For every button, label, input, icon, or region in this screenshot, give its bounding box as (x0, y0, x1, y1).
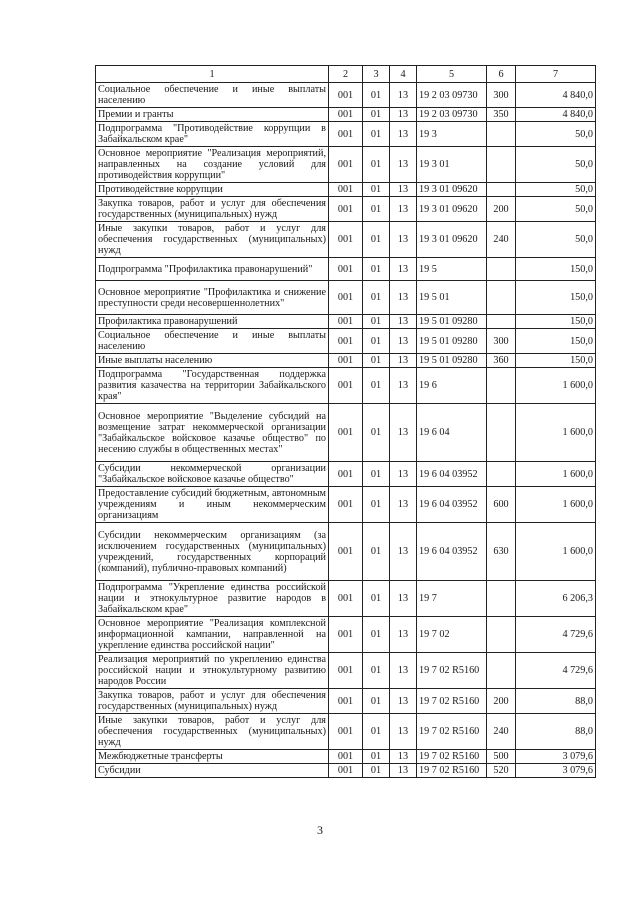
row-target-code-cell: 19 5 (417, 258, 487, 281)
row-admin-code-cell: 001 (329, 617, 363, 653)
row-name-cell: Основное мероприятие "Реализация комплексной информационной кампании, направленной на укрепление единства российской нации" (96, 617, 329, 653)
row-admin-code-cell: 001 (329, 653, 363, 689)
row-name-cell: Закупка товаров, работ и услуг для обеспечения государственных (муниципальных) нужд (96, 197, 329, 222)
header-cell: 7 (516, 66, 596, 83)
row-name-cell: Предоставление субсидий бюджетным, автономным учреждениям и иным некоммерческим организациям (96, 487, 329, 523)
budget-table (95, 65, 596, 778)
row-amount-cell: 150,0 (516, 281, 596, 315)
row-target-code-cell: 19 7 02 R5160 (417, 750, 487, 764)
row-amount-cell: 88,0 (516, 689, 596, 714)
row-admin-code-cell: 001 (329, 83, 363, 108)
row-subsection-cell: 13 (390, 368, 417, 404)
row-subsection-cell: 13 (390, 404, 417, 462)
row-subsection-cell: 13 (390, 354, 417, 368)
row-amount-cell: 150,0 (516, 258, 596, 281)
row-amount-cell: 3 079,6 (516, 764, 596, 778)
header-cell: 1 (96, 66, 329, 83)
row-target-code-cell: 19 6 04 03952 (417, 487, 487, 523)
row-subsection-cell: 13 (390, 183, 417, 197)
row-amount-cell: 50,0 (516, 197, 596, 222)
row-expense-type-cell (487, 462, 516, 487)
row-expense-type-cell: 350 (487, 108, 516, 122)
row-section-cell: 01 (363, 689, 390, 714)
row-subsection-cell: 13 (390, 750, 417, 764)
row-name-cell: Иные закупки товаров, работ и услуг для обеспечения государственных (муниципальных) нужд (96, 222, 329, 258)
table-row (96, 764, 596, 778)
row-expense-type-cell (487, 368, 516, 404)
row-admin-code-cell: 001 (329, 462, 363, 487)
row-section-cell: 01 (363, 108, 390, 122)
table-row (96, 462, 596, 487)
table-row (96, 354, 596, 368)
row-section-cell: 01 (363, 329, 390, 354)
row-expense-type-cell: 500 (487, 750, 516, 764)
row-admin-code-cell: 001 (329, 281, 363, 315)
row-name-cell: Основное мероприятие "Профилактика и снижение преступности среди несовершеннолетних" (96, 281, 329, 315)
row-amount-cell: 1 600,0 (516, 462, 596, 487)
row-name-cell: Основное мероприятие "Реализация мероприятий, направленных на создание условий для противодействия коррупции" (96, 147, 329, 183)
row-section-cell: 01 (363, 281, 390, 315)
row-name-cell: Подпрограмма "Укрепление единства российской нации и этнокультурное развитие народов в Забайкальском крае" (96, 581, 329, 617)
row-amount-cell: 4 840,0 (516, 108, 596, 122)
row-expense-type-cell (487, 122, 516, 147)
table-row (96, 147, 596, 183)
row-target-code-cell: 19 3 (417, 122, 487, 147)
row-section-cell: 01 (363, 197, 390, 222)
row-expense-type-cell (487, 281, 516, 315)
table-row (96, 281, 596, 315)
row-admin-code-cell: 001 (329, 183, 363, 197)
row-target-code-cell: 19 3 01 09620 (417, 183, 487, 197)
row-section-cell: 01 (363, 183, 390, 197)
header-cell: 2 (329, 66, 363, 83)
header-cell: 5 (417, 66, 487, 83)
row-expense-type-cell: 240 (487, 714, 516, 750)
table-row (96, 368, 596, 404)
row-expense-type-cell: 240 (487, 222, 516, 258)
row-name-cell: Основное мероприятие "Выделение субсидий на возмещение затрат некоммерческой организации "Забайкальское войсковое казачье общество" по несению службы в общественных местах" (96, 404, 329, 462)
row-target-code-cell: 19 6 04 03952 (417, 462, 487, 487)
row-amount-cell: 50,0 (516, 183, 596, 197)
table-row (96, 258, 596, 281)
row-subsection-cell: 13 (390, 462, 417, 487)
row-target-code-cell: 19 7 (417, 581, 487, 617)
table-row (96, 523, 596, 581)
row-target-code-cell: 19 5 01 (417, 281, 487, 315)
row-amount-cell: 1 600,0 (516, 487, 596, 523)
row-expense-type-cell: 200 (487, 197, 516, 222)
row-admin-code-cell: 001 (329, 315, 363, 329)
row-section-cell: 01 (363, 147, 390, 183)
row-name-cell: Субсидии некоммерческим организациям (за исключением государственных (муниципальных) учреждений, государственных корпораций (компаний), публично-правовых компаний) (96, 523, 329, 581)
row-admin-code-cell: 001 (329, 122, 363, 147)
row-admin-code-cell: 001 (329, 523, 363, 581)
table-row (96, 617, 596, 653)
row-expense-type-cell (487, 653, 516, 689)
row-expense-type-cell: 300 (487, 329, 516, 354)
row-section-cell: 01 (363, 523, 390, 581)
row-subsection-cell: 13 (390, 714, 417, 750)
row-target-code-cell: 19 7 02 R5160 (417, 653, 487, 689)
row-expense-type-cell: 630 (487, 523, 516, 581)
row-expense-type-cell (487, 404, 516, 462)
row-admin-code-cell: 001 (329, 750, 363, 764)
row-expense-type-cell: 360 (487, 354, 516, 368)
table-row (96, 404, 596, 462)
row-admin-code-cell: 001 (329, 368, 363, 404)
table-row (96, 183, 596, 197)
row-name-cell: Межбюджетные трансферты (96, 750, 329, 764)
row-admin-code-cell: 001 (329, 147, 363, 183)
header-cell: 6 (487, 66, 516, 83)
row-admin-code-cell: 001 (329, 689, 363, 714)
row-amount-cell: 150,0 (516, 315, 596, 329)
row-expense-type-cell: 300 (487, 83, 516, 108)
row-section-cell: 01 (363, 653, 390, 689)
row-target-code-cell: 19 2 03 09730 (417, 108, 487, 122)
row-subsection-cell: 13 (390, 764, 417, 778)
row-amount-cell: 150,0 (516, 354, 596, 368)
table-row (96, 108, 596, 122)
row-amount-cell: 1 600,0 (516, 368, 596, 404)
row-subsection-cell: 13 (390, 197, 417, 222)
row-name-cell: Социальное обеспечение и иные выплаты населению (96, 83, 329, 108)
row-section-cell: 01 (363, 404, 390, 462)
row-target-code-cell: 19 7 02 R5160 (417, 764, 487, 778)
row-name-cell: Премии и гранты (96, 108, 329, 122)
row-target-code-cell: 19 6 04 (417, 404, 487, 462)
row-amount-cell: 1 600,0 (516, 523, 596, 581)
table-header-row (96, 66, 596, 83)
row-expense-type-cell (487, 258, 516, 281)
row-name-cell: Подпрограмма "Государственная поддержка развития казачества на территории Забайкальского края" (96, 368, 329, 404)
row-subsection-cell: 13 (390, 581, 417, 617)
row-name-cell: Противодействие коррупции (96, 183, 329, 197)
row-section-cell: 01 (363, 617, 390, 653)
row-admin-code-cell: 001 (329, 108, 363, 122)
row-target-code-cell: 19 7 02 (417, 617, 487, 653)
row-subsection-cell: 13 (390, 258, 417, 281)
row-amount-cell: 88,0 (516, 714, 596, 750)
row-name-cell: Субсидии (96, 764, 329, 778)
row-name-cell: Субсидии некоммерческой организации "Забайкальское войсковое казачье общество" (96, 462, 329, 487)
row-name-cell: Закупка товаров, работ и услуг для обеспечения государственных (муниципальных) нужд (96, 689, 329, 714)
row-amount-cell: 1 600,0 (516, 404, 596, 462)
row-admin-code-cell: 001 (329, 714, 363, 750)
row-section-cell: 01 (363, 315, 390, 329)
row-expense-type-cell: 200 (487, 689, 516, 714)
row-section-cell: 01 (363, 462, 390, 487)
row-subsection-cell: 13 (390, 329, 417, 354)
row-subsection-cell: 13 (390, 689, 417, 714)
table-body (96, 66, 596, 778)
row-target-code-cell: 19 5 01 09280 (417, 354, 487, 368)
row-amount-cell: 150,0 (516, 329, 596, 354)
header-cell: 4 (390, 66, 417, 83)
header-cell: 3 (363, 66, 390, 83)
row-admin-code-cell: 001 (329, 487, 363, 523)
row-target-code-cell: 19 5 01 09280 (417, 315, 487, 329)
table-row (96, 714, 596, 750)
row-amount-cell: 4 729,6 (516, 653, 596, 689)
table-row (96, 581, 596, 617)
table-row (96, 689, 596, 714)
row-name-cell: Социальное обеспечение и иные выплаты населению (96, 329, 329, 354)
row-subsection-cell: 13 (390, 617, 417, 653)
row-expense-type-cell (487, 315, 516, 329)
row-amount-cell: 4 729,6 (516, 617, 596, 653)
row-subsection-cell: 13 (390, 122, 417, 147)
row-name-cell: Подпрограмма "Противодействие коррупции в Забайкальском крае" (96, 122, 329, 147)
table-row (96, 329, 596, 354)
table-row (96, 83, 596, 108)
row-expense-type-cell (487, 147, 516, 183)
row-target-code-cell: 19 5 01 09280 (417, 329, 487, 354)
row-target-code-cell: 19 7 02 R5160 (417, 689, 487, 714)
row-amount-cell: 50,0 (516, 222, 596, 258)
row-amount-cell: 3 079,6 (516, 750, 596, 764)
row-admin-code-cell: 001 (329, 581, 363, 617)
row-subsection-cell: 13 (390, 653, 417, 689)
row-expense-type-cell (487, 617, 516, 653)
row-subsection-cell: 13 (390, 281, 417, 315)
row-admin-code-cell: 001 (329, 197, 363, 222)
row-admin-code-cell: 001 (329, 404, 363, 462)
row-section-cell: 01 (363, 714, 390, 750)
row-name-cell: Подпрограмма "Профилактика правонарушений" (96, 258, 329, 281)
page-number: 3 (317, 823, 323, 837)
row-name-cell: Иные выплаты населению (96, 354, 329, 368)
row-section-cell: 01 (363, 487, 390, 523)
row-admin-code-cell: 001 (329, 222, 363, 258)
row-subsection-cell: 13 (390, 315, 417, 329)
row-section-cell: 01 (363, 750, 390, 764)
table-row (96, 315, 596, 329)
row-section-cell: 01 (363, 222, 390, 258)
row-target-code-cell: 19 6 (417, 368, 487, 404)
row-expense-type-cell (487, 183, 516, 197)
row-section-cell: 01 (363, 764, 390, 778)
row-subsection-cell: 13 (390, 147, 417, 183)
row-amount-cell: 6 206,3 (516, 581, 596, 617)
row-admin-code-cell: 001 (329, 258, 363, 281)
row-section-cell: 01 (363, 581, 390, 617)
row-name-cell: Иные закупки товаров, работ и услуг для обеспечения государственных (муниципальных) нужд (96, 714, 329, 750)
row-target-code-cell: 19 2 03 09730 (417, 83, 487, 108)
row-section-cell: 01 (363, 368, 390, 404)
row-subsection-cell: 13 (390, 83, 417, 108)
row-amount-cell: 50,0 (516, 147, 596, 183)
row-admin-code-cell: 001 (329, 764, 363, 778)
row-expense-type-cell: 520 (487, 764, 516, 778)
row-name-cell: Профилактика правонарушений (96, 315, 329, 329)
row-subsection-cell: 13 (390, 523, 417, 581)
row-subsection-cell: 13 (390, 222, 417, 258)
row-section-cell: 01 (363, 122, 390, 147)
row-target-code-cell: 19 3 01 (417, 147, 487, 183)
row-amount-cell: 4 840,0 (516, 83, 596, 108)
row-amount-cell: 50,0 (516, 122, 596, 147)
row-section-cell: 01 (363, 354, 390, 368)
row-section-cell: 01 (363, 258, 390, 281)
row-target-code-cell: 19 6 04 03952 (417, 523, 487, 581)
row-target-code-cell: 19 7 02 R5160 (417, 714, 487, 750)
row-target-code-cell: 19 3 01 09620 (417, 222, 487, 258)
row-name-cell: Реализация мероприятий по укреплению единства российской нации и этнокультурному развитию народов России (96, 653, 329, 689)
table-row (96, 487, 596, 523)
row-subsection-cell: 13 (390, 487, 417, 523)
table-row (96, 750, 596, 764)
row-expense-type-cell (487, 581, 516, 617)
row-expense-type-cell: 600 (487, 487, 516, 523)
row-admin-code-cell: 001 (329, 354, 363, 368)
row-target-code-cell: 19 3 01 09620 (417, 197, 487, 222)
row-section-cell: 01 (363, 83, 390, 108)
table-row (96, 122, 596, 147)
table-row (96, 197, 596, 222)
table-row (96, 653, 596, 689)
table-row (96, 222, 596, 258)
row-admin-code-cell: 001 (329, 329, 363, 354)
row-subsection-cell: 13 (390, 108, 417, 122)
